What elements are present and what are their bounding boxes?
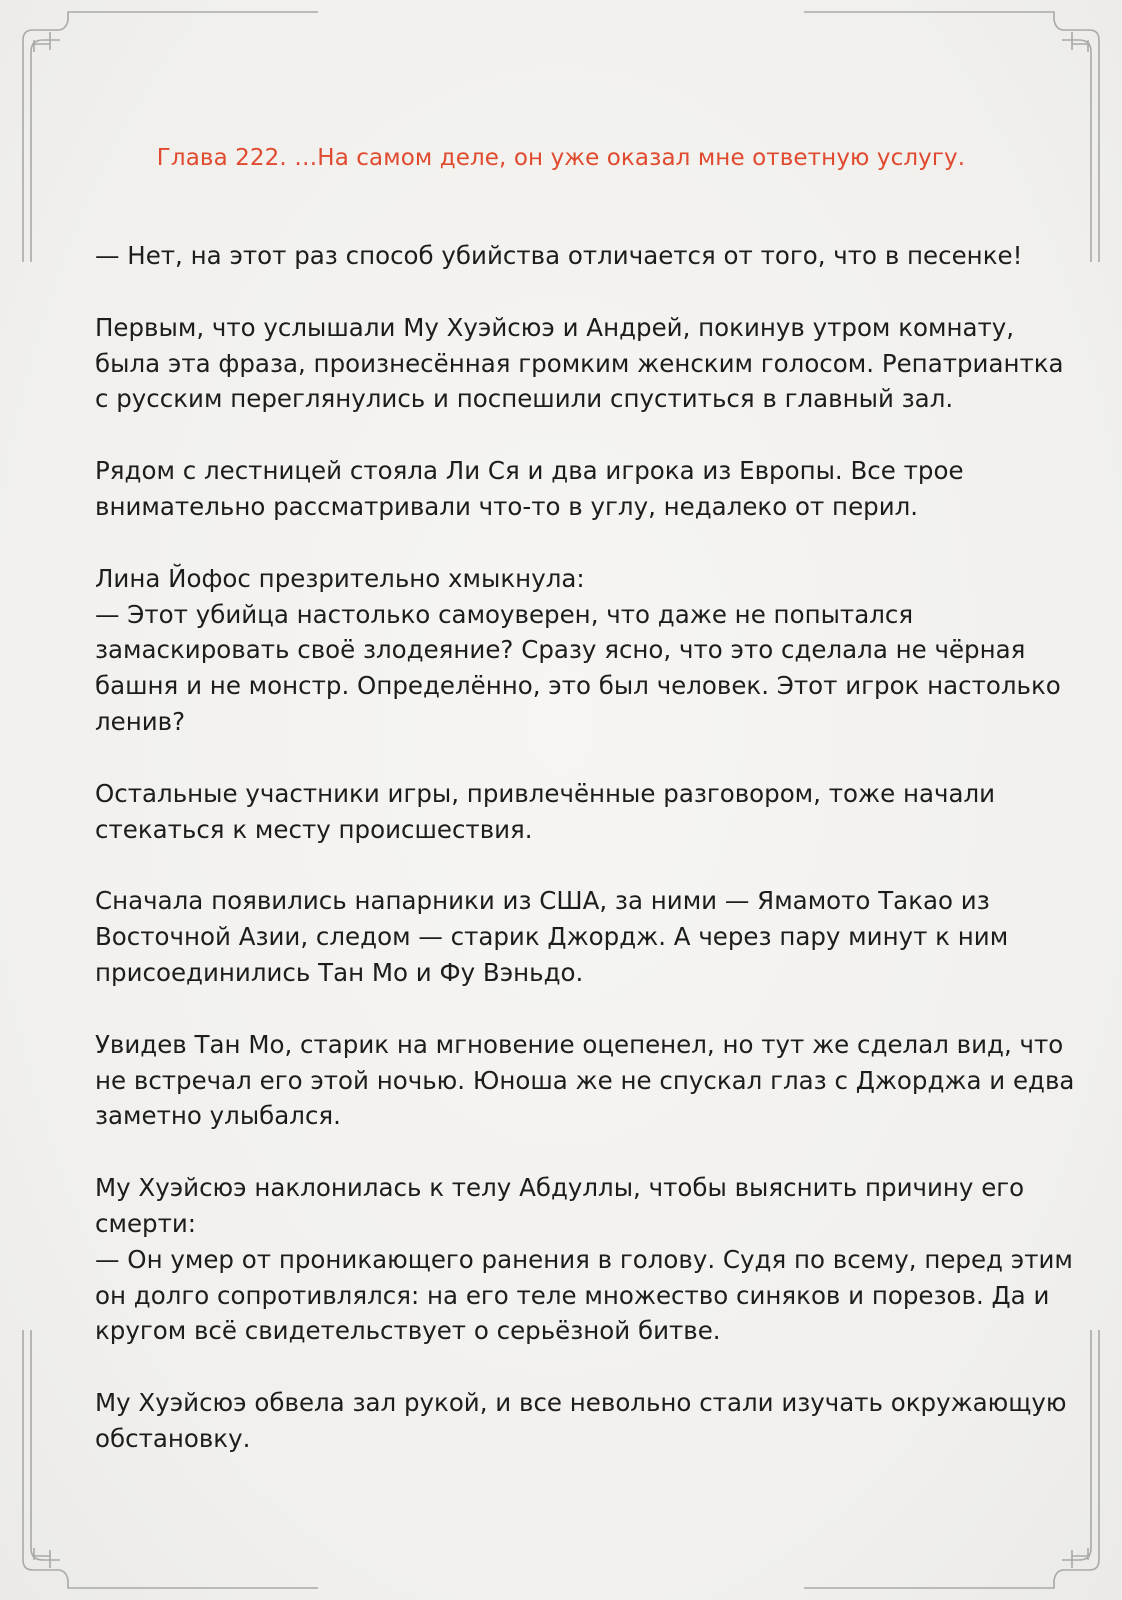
text-line: Сначала появились напарники из США, за ними — Ямамото Такао из	[95, 886, 990, 916]
text-line: — Он умер от проникающего ранения в голову. Судя по всему, перед этим	[95, 1244, 1073, 1274]
text-line: Увидев Тан Мо, старик на мгновение оцепенел, но тут же сделал вид, что	[95, 1029, 1064, 1059]
text-line: кругом всё свидетельствует о серьёзной битве.	[95, 1316, 721, 1346]
chapter-title: Глава 222. …На самом деле, он уже оказал мне ответную услугу.	[156, 145, 966, 171]
text-line: Первым, что услышали Му Хуэйсюэ и Андрей, покинув утром комнату,	[95, 312, 1015, 342]
chapter-body	[95, 238, 1075, 1493]
text-line: смерти:	[95, 1208, 197, 1238]
text-line: была эта фраза, произнесённая громким женским голосом. Репатриантка	[95, 348, 1064, 378]
text-line: с русским переглянулись и поспешили спуститься в главный зал.	[95, 384, 954, 414]
paragraph	[95, 883, 1045, 990]
text-line: — Нет, на этот раз способ убийства отличается от того, что в песенке!	[95, 241, 1023, 270]
text-line: Лина Йофос презрительно хмыкнула:	[95, 563, 585, 593]
text-line: присоединились Тан Мо и Фу Вэньдо.	[95, 957, 584, 987]
text-line: стекаться к месту происшествия.	[95, 814, 533, 844]
text-line: обстановку.	[95, 1423, 251, 1453]
text-line: заметно улыбался.	[95, 1101, 341, 1131]
paragraph	[95, 1385, 1067, 1457]
text-line: внимательно рассматривали что-то в углу, недалеко от перил.	[95, 491, 919, 521]
paragraph	[95, 310, 1064, 417]
text-line: Му Хуэйсюэ обвела зал рукой, и все невольно стали изучать окружающую	[95, 1388, 1067, 1418]
text-line: Рядом с лестницей стояла Ли Ся и два игрока из Европы. Все трое	[95, 456, 964, 486]
paragraph	[95, 453, 1045, 525]
text-line: — Этот убийца настолько самоуверен, что даже не попытался	[95, 599, 914, 629]
paragraph	[95, 776, 1045, 848]
paragraph	[95, 1170, 1073, 1349]
text-line: Остальные участники игры, привлечённые разговором, тоже начали	[95, 778, 996, 808]
text-line: он долго сопротивлялся: на его теле множество синяков и порезов. Да и	[95, 1280, 1050, 1310]
text-line: Восточной Азии, следом — старик Джордж. А через пару минут к ним	[95, 922, 1009, 952]
text-line: Му Хуэйсюэ наклонилась к телу Абдуллы, чтобы выяснить причину его	[95, 1173, 1025, 1203]
corner-ornament-top-right	[804, 12, 1099, 262]
paragraph	[95, 561, 1061, 740]
paragraph	[95, 1027, 1075, 1134]
corner-ornament-top-left	[23, 12, 318, 262]
paragraph	[95, 238, 1045, 274]
text-line: ленив?	[95, 706, 186, 736]
text-line: замаскировать своё злодеяние? Сразу ясно, что это сделала не чёрная	[95, 635, 1026, 665]
text-line: башня и не монстр. Определённо, это был человек. Этот игрок настолько	[95, 671, 1061, 701]
text-line: не встречал его этой ночью. Юноша же не спускал глаз с Джорджа и едва	[95, 1065, 1075, 1095]
